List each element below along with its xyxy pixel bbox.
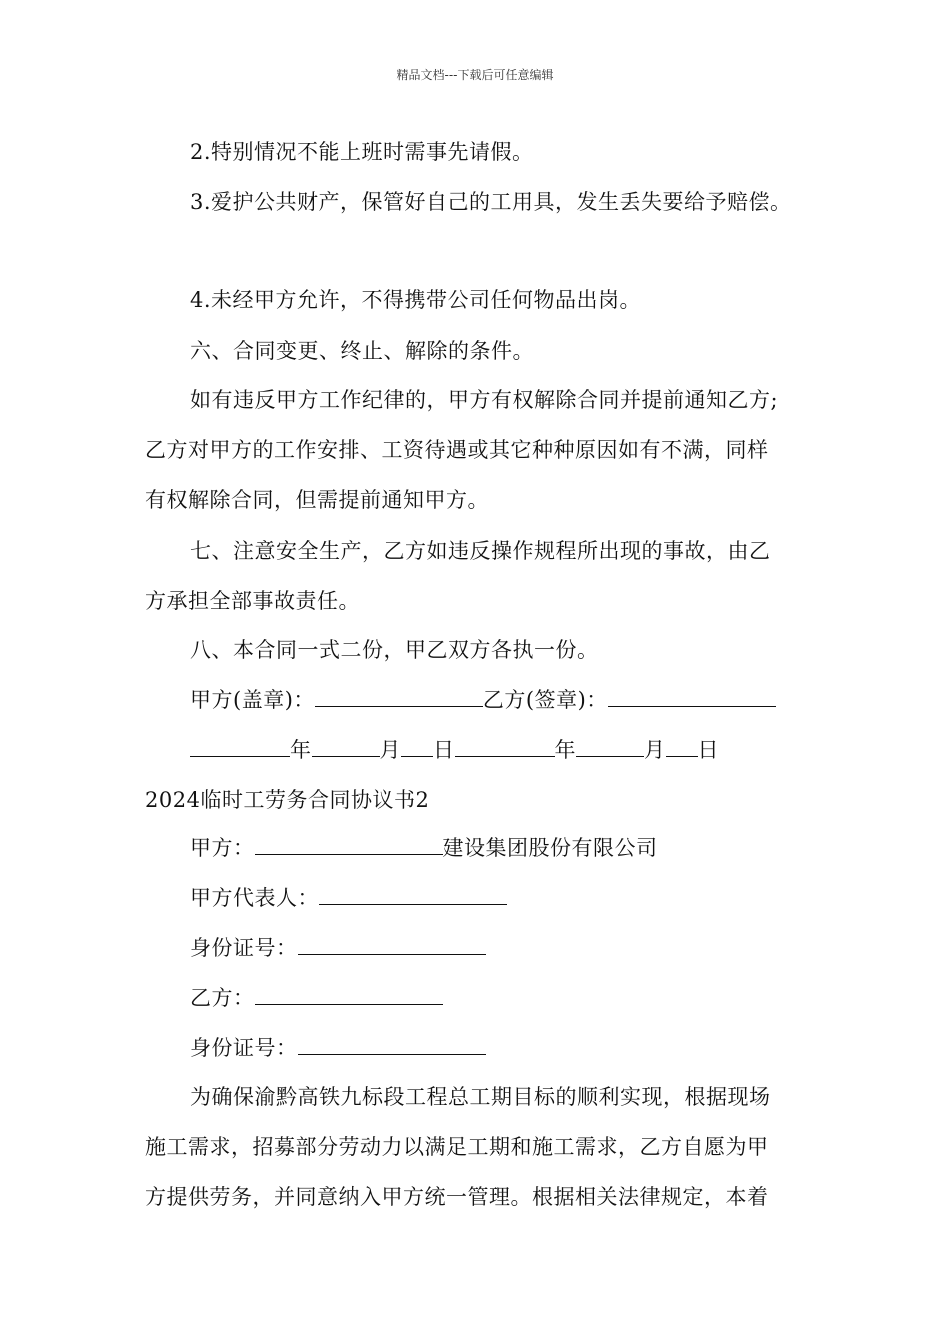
section-6-paragraph-line-3: 有权解除合同，但需提前通知甲方。 <box>145 488 489 512</box>
party-a-seal-blank <box>315 686 483 707</box>
clause-item-3: 3.爱护公共财产，保管好自己的工用具，发生丢失要给予赔偿。 <box>190 190 792 214</box>
date-b-day-label: 日 <box>697 738 719 762</box>
date-row <box>190 736 719 764</box>
party-a-label: 甲方： <box>190 836 255 860</box>
id-number-label-2: 身份证号： <box>190 1036 298 1060</box>
contract-title-2: 2024临时工劳务合同协议书2 <box>145 788 430 812</box>
party-b-row <box>190 984 443 1012</box>
date-b-month-blank <box>576 736 644 757</box>
date-a-day-label: 日 <box>433 738 455 762</box>
party-a-rep-label: 甲方代表人： <box>190 886 319 910</box>
party-a-row <box>190 834 658 862</box>
signature-row <box>190 686 776 714</box>
date-b-year-label: 年 <box>554 738 576 762</box>
page-header: 精品文档---下载后可任意编辑 <box>396 68 554 82</box>
date-a-day-blank <box>401 736 433 757</box>
intro-paragraph-line-1: 为确保渝黔高铁九标段工程总工期目标的顺利实现，根据现场 <box>190 1085 771 1109</box>
intro-paragraph-line-3: 方提供劳务，并同意纳入甲方统一管理。根据相关法律规定，本着 <box>145 1185 769 1209</box>
party-a-seal-label: 甲方(盖章)： <box>190 688 315 712</box>
section-6-paragraph-line-2: 乙方对甲方的工作安排、工资待遇或其它种种原因如有不满，同样 <box>145 438 769 462</box>
party-b-sign-blank <box>608 686 776 707</box>
date-a-year-blank <box>190 736 290 757</box>
id-number-row-2 <box>190 1034 486 1062</box>
party-a-blank <box>255 834 443 855</box>
id-number-blank-2 <box>298 1034 486 1055</box>
clause-item-2: 2.特别情况不能上班时需事先请假。 <box>190 140 534 164</box>
id-number-blank-1 <box>298 934 486 955</box>
clause-item-4: 4.未经甲方允许，不得携带公司任何物品出岗。 <box>190 288 642 312</box>
party-a-rep-blank <box>319 884 507 905</box>
section-7-line-2: 方承担全部事故责任。 <box>145 589 360 613</box>
section-7-line-1: 七、注意安全生产，乙方如违反操作规程所出现的事故，由乙 <box>190 539 771 563</box>
date-b-month-label: 月 <box>644 738 666 762</box>
date-a-month-label: 月 <box>379 738 401 762</box>
party-a-rep-row <box>190 884 507 912</box>
party-b-sign-label: 乙方(签章)： <box>482 688 608 712</box>
date-a-year-label: 年 <box>290 738 312 762</box>
party-b-label: 乙方： <box>190 986 255 1010</box>
section-6-title: 六、合同变更、终止、解除的条件。 <box>190 339 534 363</box>
intro-paragraph-line-2: 施工需求，招募部分劳动力以满足工期和施工需求，乙方自愿为甲 <box>145 1135 769 1159</box>
party-a-company: 建设集团股份有限公司 <box>442 836 658 860</box>
date-b-year-blank <box>455 736 555 757</box>
date-a-month-blank <box>312 736 380 757</box>
party-b-blank <box>255 984 443 1005</box>
id-number-row-1 <box>190 934 486 962</box>
id-number-label-1: 身份证号： <box>190 936 298 960</box>
section-8: 八、本合同一式二份，甲乙双方各执一份。 <box>190 638 599 662</box>
date-b-day-blank <box>666 736 698 757</box>
section-6-paragraph-line-1: 如有违反甲方工作纪律的，甲方有权解除合同并提前通知乙方; <box>190 388 779 412</box>
